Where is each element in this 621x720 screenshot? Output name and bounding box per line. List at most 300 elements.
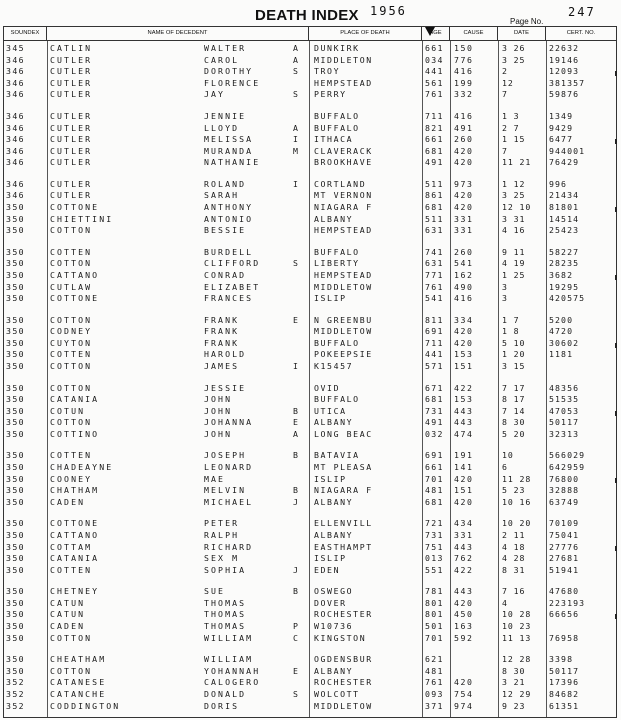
cause-cell: 420: [454, 202, 474, 212]
table-row: [4, 609, 616, 621]
table-row: [4, 406, 616, 418]
date-cell: 10 23: [502, 621, 532, 631]
column-header-name: NAME OF DECEDENT: [47, 27, 309, 40]
soundex-cell: 350: [6, 258, 25, 269]
cause-cell: 153: [454, 394, 474, 405]
cause-cell: 416: [454, 110, 474, 121]
page-number: 247: [568, 5, 596, 19]
cause-cell: 191: [454, 450, 474, 461]
cause-cell: 443: [454, 405, 474, 416]
cause-cell: 443: [454, 541, 474, 552]
age-cell: 661: [425, 43, 444, 53]
age-cell: 671: [425, 382, 444, 393]
age-cell: 761: [425, 677, 444, 688]
table-row: [4, 621, 616, 633]
group-tick-mark: [615, 71, 617, 76]
age-cell: 681: [425, 145, 444, 156]
age-cell: 661: [425, 134, 444, 145]
soundex-cell: 350: [6, 485, 25, 496]
soundex-cell: 350: [6, 428, 25, 439]
surname-cell: CHADEAYNE: [50, 462, 114, 472]
cert-no-cell: 51941: [549, 564, 580, 575]
date-cell: 5 23: [502, 485, 526, 496]
given-name-cell: NATHANIE: [204, 157, 261, 168]
cert-no-cell: 3682: [549, 269, 574, 280]
middle-initial-cell: M: [293, 145, 301, 156]
age-cell: 781: [425, 586, 444, 597]
given-name-cell: DORIS: [204, 700, 240, 711]
surname-cell: CATANIA: [50, 394, 100, 405]
cert-no-cell: 32313: [549, 428, 580, 439]
date-cell: 12 28: [502, 654, 532, 665]
table-row: [4, 633, 616, 645]
surname-cell: CUYTON: [50, 337, 93, 348]
given-name-cell: THOMAS: [204, 609, 247, 620]
surname-cell: CUTLER: [50, 134, 93, 145]
age-cell: 034: [425, 54, 444, 65]
cert-no-cell: 12093: [549, 66, 580, 77]
place-cell: MT VERNON: [314, 190, 373, 201]
given-name-cell: PETER: [204, 518, 240, 529]
surname-cell: CODDINGTON: [50, 700, 121, 711]
given-name-cell: JOHN: [204, 405, 233, 416]
middle-initial-cell: B: [293, 450, 301, 461]
surname-cell: COTTONE: [50, 202, 100, 212]
cause-cell: 331: [454, 213, 474, 224]
middle-initial-cell: A: [293, 428, 301, 439]
given-name-cell: SARAH: [204, 190, 240, 201]
middle-initial-cell: A: [293, 43, 301, 53]
surname-cell: COTTON: [50, 632, 93, 643]
middle-initial-cell: J: [293, 496, 301, 507]
year-stamp: 1956: [370, 4, 407, 18]
middle-initial-cell: B: [293, 405, 301, 416]
given-name-cell: MELISSA: [204, 134, 254, 145]
cert-no-cell: 70109: [549, 518, 580, 529]
table-row: [4, 462, 616, 474]
cause-cell: 420: [454, 326, 474, 337]
age-cell: 491: [425, 417, 444, 428]
place-cell: ALBANY: [314, 665, 354, 676]
place-cell: WOLCOTT: [314, 688, 360, 699]
middle-initial-cell: J: [293, 564, 301, 575]
soundex-cell: 350: [6, 314, 25, 325]
surname-cell: CHEATHAM: [50, 654, 107, 665]
surname-cell: COTTINO: [50, 428, 100, 439]
cause-cell: 260: [454, 134, 474, 145]
age-cell: 821: [425, 122, 444, 133]
soundex-cell: 346: [6, 178, 25, 189]
table-row: [4, 383, 616, 395]
age-cell: 711: [425, 337, 444, 348]
given-name-cell: LEONARD: [204, 462, 254, 472]
cause-cell: 163: [454, 621, 474, 631]
table-row: [4, 134, 616, 146]
soundex-cell: 350: [6, 496, 25, 507]
surname-cell: CHETNEY: [50, 586, 100, 597]
cert-no-cell: 27681: [549, 553, 580, 564]
given-name-cell: FRANK: [204, 314, 240, 325]
middle-initial-cell: B: [293, 485, 301, 496]
date-cell: 1 3: [502, 110, 520, 121]
date-cell: 3: [502, 293, 508, 304]
group-tick-mark: [615, 411, 617, 416]
date-cell: 4 16: [502, 225, 526, 236]
given-name-cell: WILLIAM: [204, 632, 254, 643]
age-cell: 481: [425, 485, 444, 496]
table-row: [4, 225, 616, 237]
table-row: [4, 258, 616, 270]
given-name-cell: SUE: [204, 586, 226, 597]
place-cell: LONG BEAC: [314, 428, 373, 439]
age-cell: 441: [425, 66, 444, 77]
soundex-cell: 350: [6, 529, 25, 540]
place-cell: LIBERTY: [314, 258, 360, 269]
table-row: [4, 146, 616, 158]
place-cell: EDEN: [314, 564, 341, 575]
column-header-cert-no: CERT. NO.: [566, 30, 596, 36]
cause-cell: 973: [454, 178, 474, 189]
surname-cell: CUTLER: [50, 77, 93, 88]
soundex-cell: 346: [6, 145, 25, 156]
surname-cell: CADEN: [50, 621, 86, 631]
date-cell: 4 28: [502, 553, 526, 564]
table-row: [4, 677, 616, 689]
cert-no-cell: 381357: [549, 77, 586, 88]
cause-cell: 420: [454, 597, 474, 608]
table-row: [4, 66, 616, 78]
given-name-cell: FRANK: [204, 337, 240, 348]
place-cell: BATAVIA: [314, 450, 360, 461]
column-header-bar: [3, 26, 617, 40]
cert-no-cell: 21434: [549, 190, 580, 201]
place-cell: OVID: [314, 382, 341, 393]
soundex-cell: 350: [6, 281, 25, 292]
place-cell: KINGSTON: [314, 632, 367, 643]
date-cell: 1 7: [502, 314, 520, 325]
age-cell: 681: [425, 202, 444, 212]
date-cell: 10: [502, 450, 514, 461]
place-cell: HEMPSTEAD: [314, 225, 373, 236]
surname-cell: CATTANO: [50, 269, 100, 280]
age-cell: 541: [425, 293, 444, 304]
middle-initial-cell: I: [293, 361, 301, 371]
age-cell: 701: [425, 632, 444, 643]
given-name-cell: FRANK: [204, 326, 240, 337]
cause-cell: 141: [454, 462, 474, 472]
date-cell: 8 31: [502, 564, 526, 575]
place-cell: UTICA: [314, 405, 347, 416]
table-row: [4, 282, 616, 294]
cert-no-cell: 5200: [549, 314, 574, 325]
place-cell: MIDDLETON: [314, 54, 373, 65]
cert-no-cell: 22632: [549, 43, 580, 53]
table-row: [4, 157, 616, 169]
table-row: [4, 586, 616, 598]
surname-cell: CUTLAW: [50, 281, 93, 292]
soundex-cell: 350: [6, 293, 25, 304]
middle-initial-cell: I: [293, 134, 301, 145]
index-table: [3, 40, 617, 718]
table-row: [4, 123, 616, 135]
given-name-cell: MICHAEL: [204, 496, 254, 507]
table-row: [4, 349, 616, 361]
soundex-cell: 352: [6, 677, 25, 688]
date-cell: 11 13: [502, 632, 532, 643]
cert-no-cell: 47053: [549, 405, 580, 416]
surname-cell: CATANCHE: [50, 688, 107, 699]
column-header-cause: CAUSE: [450, 27, 498, 40]
soundex-cell: 352: [6, 688, 25, 699]
cert-no-cell: 76958: [549, 632, 580, 643]
age-cell: 761: [425, 281, 444, 292]
place-cell: NIAGARA F: [314, 485, 373, 496]
cert-no-cell: 50117: [549, 665, 580, 676]
column-header-date: DATE: [498, 27, 546, 40]
cause-cell: 754: [454, 688, 474, 699]
table-row: [4, 214, 616, 226]
soundex-cell: 350: [6, 349, 25, 360]
table-row: [4, 270, 616, 282]
age-cell: 501: [425, 621, 444, 631]
cause-cell: 450: [454, 609, 474, 620]
soundex-cell: 346: [6, 66, 25, 77]
place-cell: ISLIP: [314, 553, 347, 564]
table-row: [4, 497, 616, 509]
cause-cell: 332: [454, 89, 474, 100]
soundex-cell: 350: [6, 632, 25, 643]
table-row: [4, 565, 616, 577]
date-cell: 7 17: [502, 382, 526, 393]
column-header-age: AGE: [422, 27, 450, 40]
place-cell: CLAVERACK: [314, 145, 373, 156]
date-cell: 5 20: [502, 428, 526, 439]
date-cell: 3 31: [502, 213, 526, 224]
date-cell: 8 30: [502, 665, 526, 676]
cause-cell: 420: [454, 337, 474, 348]
group-tick-mark: [615, 546, 617, 551]
table-row: [4, 89, 616, 101]
surname-cell: CODNEY: [50, 326, 93, 337]
soundex-cell: 350: [6, 541, 25, 552]
soundex-cell: 350: [6, 665, 25, 676]
place-cell: ROCHESTER: [314, 609, 373, 620]
place-cell: ALBANY: [314, 496, 354, 507]
cause-cell: 151: [454, 361, 474, 371]
date-cell: 11 21: [502, 157, 532, 168]
date-cell: 6: [502, 462, 508, 472]
surname-cell: CUTLER: [50, 178, 93, 189]
date-cell: 10 20: [502, 518, 532, 529]
given-name-cell: RALPH: [204, 529, 240, 540]
place-cell: BUFFALO: [314, 246, 360, 257]
place-cell: W10736: [314, 621, 354, 631]
soundex-cell: 350: [6, 518, 25, 529]
date-cell: 8 17: [502, 394, 526, 405]
soundex-cell: 350: [6, 337, 25, 348]
cert-no-cell: 4720: [549, 326, 574, 337]
date-cell: 7: [502, 89, 508, 100]
table-row: [4, 190, 616, 202]
given-name-cell: ROLAND: [204, 178, 247, 189]
table-row: [4, 553, 616, 565]
place-cell: BROOKHAVE: [314, 157, 373, 168]
place-cell: OSWEGO: [314, 586, 354, 597]
given-name-cell: FRANCES: [204, 293, 254, 304]
cause-cell: 974: [454, 700, 474, 711]
table-row: [4, 485, 616, 497]
cause-cell: 199: [454, 77, 474, 88]
age-cell: 371: [425, 700, 444, 711]
cause-cell: 592: [454, 632, 474, 643]
table-row: [4, 338, 616, 350]
surname-cell: COTTEN: [50, 564, 93, 575]
place-cell: OGDENSBUR: [314, 654, 373, 665]
soundex-cell: 346: [6, 134, 25, 145]
table-row: [4, 474, 616, 486]
soundex-cell: 350: [6, 417, 25, 428]
age-cell: 811: [425, 314, 444, 325]
soundex-cell: 352: [6, 700, 25, 711]
place-cell: MIDDLETOW: [314, 326, 373, 337]
soundex-cell: 350: [6, 564, 25, 575]
group-tick-mark: [615, 139, 617, 144]
cert-no-cell: 58227: [549, 246, 580, 257]
date-cell: 4: [502, 597, 508, 608]
cert-no-cell: 944001: [549, 145, 586, 156]
given-name-cell: CAROL: [204, 54, 240, 65]
soundex-cell: 346: [6, 77, 25, 88]
cause-cell: 153: [454, 349, 474, 360]
soundex-cell: 350: [6, 225, 25, 236]
cert-no-cell: 84682: [549, 688, 580, 699]
cause-cell: 434: [454, 518, 474, 529]
place-cell: MIDDLETOW: [314, 281, 373, 292]
surname-cell: COTTON: [50, 258, 93, 269]
surname-cell: COTTON: [50, 314, 93, 325]
place-cell: ITHACA: [314, 134, 354, 145]
place-cell: BUFFALO: [314, 394, 360, 405]
cert-no-cell: 1181: [549, 349, 574, 360]
soundex-cell: 350: [6, 553, 25, 564]
surname-cell: COTTAM: [50, 541, 93, 552]
surname-cell: CUTLER: [50, 89, 93, 100]
table-row: [4, 518, 616, 530]
middle-initial-cell: I: [293, 178, 301, 189]
age-cell: 741: [425, 246, 444, 257]
cert-no-cell: 75041: [549, 529, 580, 540]
given-name-cell: ANTHONY: [204, 202, 254, 212]
given-name-cell: FLORENCE: [204, 77, 261, 88]
place-cell: MIDDLETOW: [314, 700, 373, 711]
cert-no-cell: 59876: [549, 89, 580, 100]
surname-cell: COTTON: [50, 361, 93, 371]
place-cell: BUFFALO: [314, 110, 360, 121]
soundex-cell: 346: [6, 157, 25, 168]
cause-cell: 331: [454, 529, 474, 540]
cert-no-cell: 996: [549, 178, 568, 189]
place-cell: DOVER: [314, 597, 347, 608]
surname-cell: COTUN: [50, 405, 86, 416]
cert-no-cell: 27776: [549, 541, 580, 552]
given-name-cell: CLIFFORD: [204, 258, 261, 269]
cert-no-cell: 566029: [549, 450, 586, 461]
middle-initial-cell: P: [293, 621, 301, 631]
table-row: [4, 701, 616, 713]
cert-no-cell: 51535: [549, 394, 580, 405]
age-cell: 631: [425, 258, 444, 269]
table-row: [4, 666, 616, 678]
group-tick-mark: [615, 275, 617, 280]
date-cell: 4 19: [502, 258, 526, 269]
place-cell: NIAGARA F: [314, 202, 373, 212]
cause-cell: 762: [454, 553, 474, 564]
surname-cell: CUTLER: [50, 66, 93, 77]
surname-cell: CUTLER: [50, 110, 93, 121]
age-cell: 631: [425, 225, 444, 236]
place-cell: ISLIP: [314, 293, 347, 304]
group-tick-mark: [615, 343, 617, 348]
cert-no-cell: 14514: [549, 213, 580, 224]
age-cell: 761: [425, 89, 444, 100]
surname-cell: CATANIA: [50, 553, 100, 564]
place-cell: ROCHESTER: [314, 677, 373, 688]
cause-cell: 541: [454, 258, 474, 269]
cause-cell: 491: [454, 122, 474, 133]
given-name-cell: BURDELL: [204, 246, 254, 257]
date-cell: 1 12: [502, 178, 526, 189]
soundex-cell: 346: [6, 190, 25, 201]
place-cell: POKEEPSIE: [314, 349, 373, 360]
given-name-cell: DOROTHY: [204, 66, 254, 77]
cause-cell: 260: [454, 246, 474, 257]
soundex-cell: 350: [6, 269, 25, 280]
column-header-soundex: SOUNDEX: [4, 27, 47, 40]
cert-no-cell: 48356: [549, 382, 580, 393]
age-cell: 691: [425, 326, 444, 337]
cause-cell: 331: [454, 225, 474, 236]
place-cell: ALBANY: [314, 417, 354, 428]
age-cell: 481: [425, 665, 444, 676]
cert-no-cell: 19146: [549, 54, 580, 65]
date-cell: 4 18: [502, 541, 526, 552]
cause-cell: 420: [454, 496, 474, 507]
surname-cell: CUTLER: [50, 122, 93, 133]
date-cell: 1 15: [502, 134, 526, 145]
given-name-cell: SEX M: [204, 553, 240, 564]
soundex-cell: 350: [6, 473, 25, 484]
soundex-cell: 350: [6, 654, 25, 665]
date-cell: 12: [502, 77, 514, 88]
middle-initial-cell: E: [293, 417, 301, 428]
given-name-cell: JAY: [204, 89, 226, 100]
age-cell: 721: [425, 518, 444, 529]
table-row: [4, 361, 616, 373]
date-cell: 2 7: [502, 122, 520, 133]
date-cell: 3 25: [502, 190, 526, 201]
place-cell: K15457: [314, 361, 354, 371]
age-cell: 771: [425, 269, 444, 280]
date-cell: 10 16: [502, 496, 532, 507]
date-cell: 3 21: [502, 677, 526, 688]
cause-cell: 443: [454, 417, 474, 428]
surname-cell: CATLIN: [50, 43, 93, 53]
date-cell: 10 28: [502, 609, 532, 620]
surname-cell: COTTEN: [50, 349, 93, 360]
place-cell: BUFFALO: [314, 122, 360, 133]
cert-no-cell: 76429: [549, 157, 580, 168]
given-name-cell: CONRAD: [204, 269, 247, 280]
